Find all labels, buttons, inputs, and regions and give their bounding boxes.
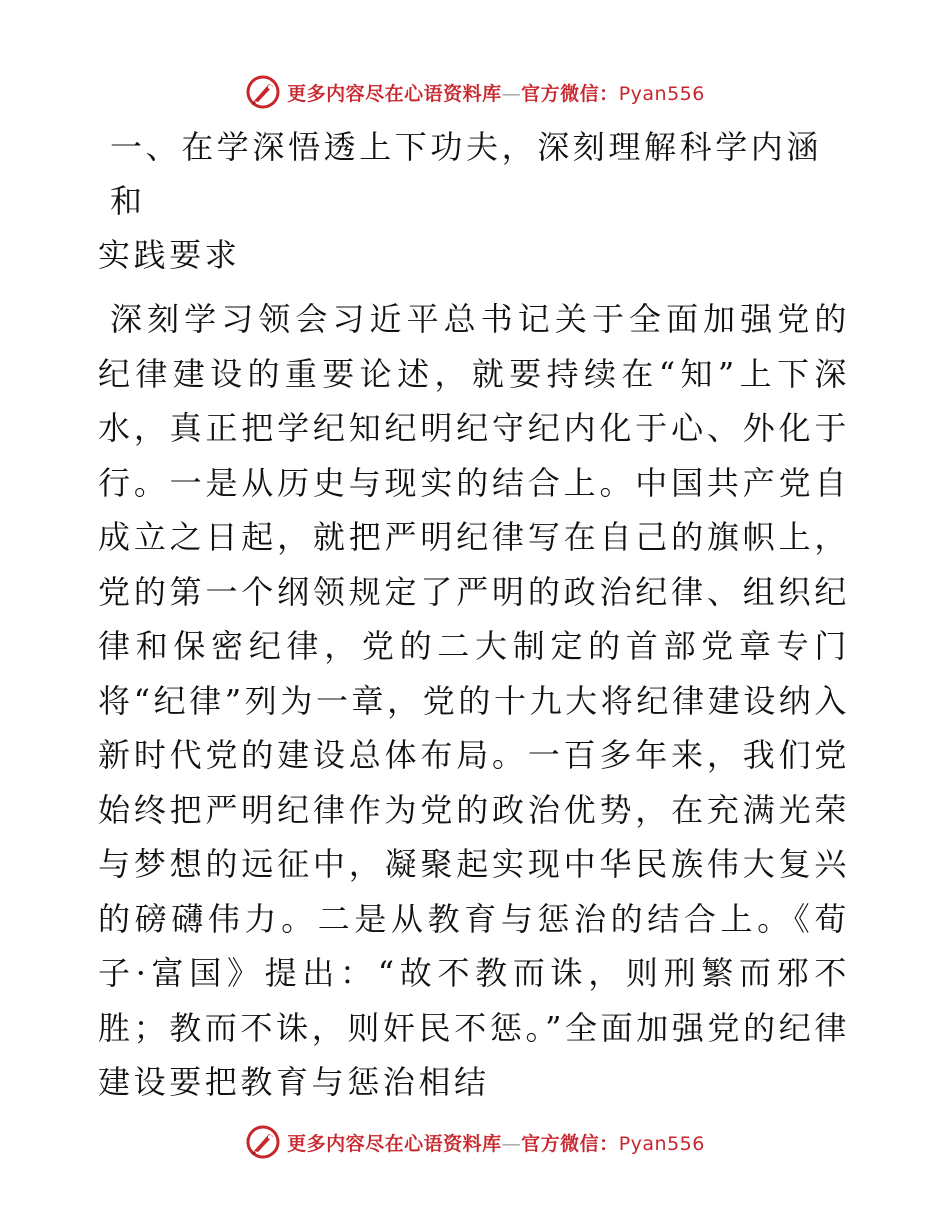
wechat-handle: Pyan556 [618, 1132, 705, 1155]
section-heading: 一、在学深悟透上下功夫，深刻理解科学内涵和 实践要求 [98, 128, 823, 274]
body-paragraph: 深刻学习领会习近平总书记关于全面加强党的纪律建设的重要论述，就要持续在“知”上下深水，真正把学纪知纪明纪守纪内化于心、外化于行。一是从历史与现实的结合上。中国共产党自成立之日起，就把严明纪律写在自己的旗帜上，党的第一个纲领规定了严明的政治纪律、组织纪律和保密纪律，党的二大制定的首部党章专门将“纪律”列为一章，党的十九大将纪律建设纳入新时代党的建设总体布局。一百多年来，我们党始终把严明纪律作为党的政治优势，在充满光荣与梦想的远征中，凝聚起实现中华民族伟大复兴的磅礴伟力。二是从教育与惩治的结合上。《荀子·富国》提出：“故不教而诛，则刑繁而邪不胜；教而不诛，则奸民不惩。”全面加强党的纪律建设要把教育与惩治相结 [98, 300, 850, 1101]
footer-banner [0, 1122, 950, 1162]
header-banner [0, 72, 950, 112]
quill-pen-logo-icon [245, 1124, 281, 1160]
footer-banner-text: 更多内容尽在心语资料库—官方微信：Pyan556 [287, 1132, 705, 1155]
quill-pen-logo-icon [245, 74, 281, 110]
header-banner-text: 更多内容尽在心语资料库—官方微信：Pyan556 [287, 82, 705, 105]
wechat-handle: Pyan556 [618, 82, 705, 105]
document-body [98, 120, 850, 1110]
